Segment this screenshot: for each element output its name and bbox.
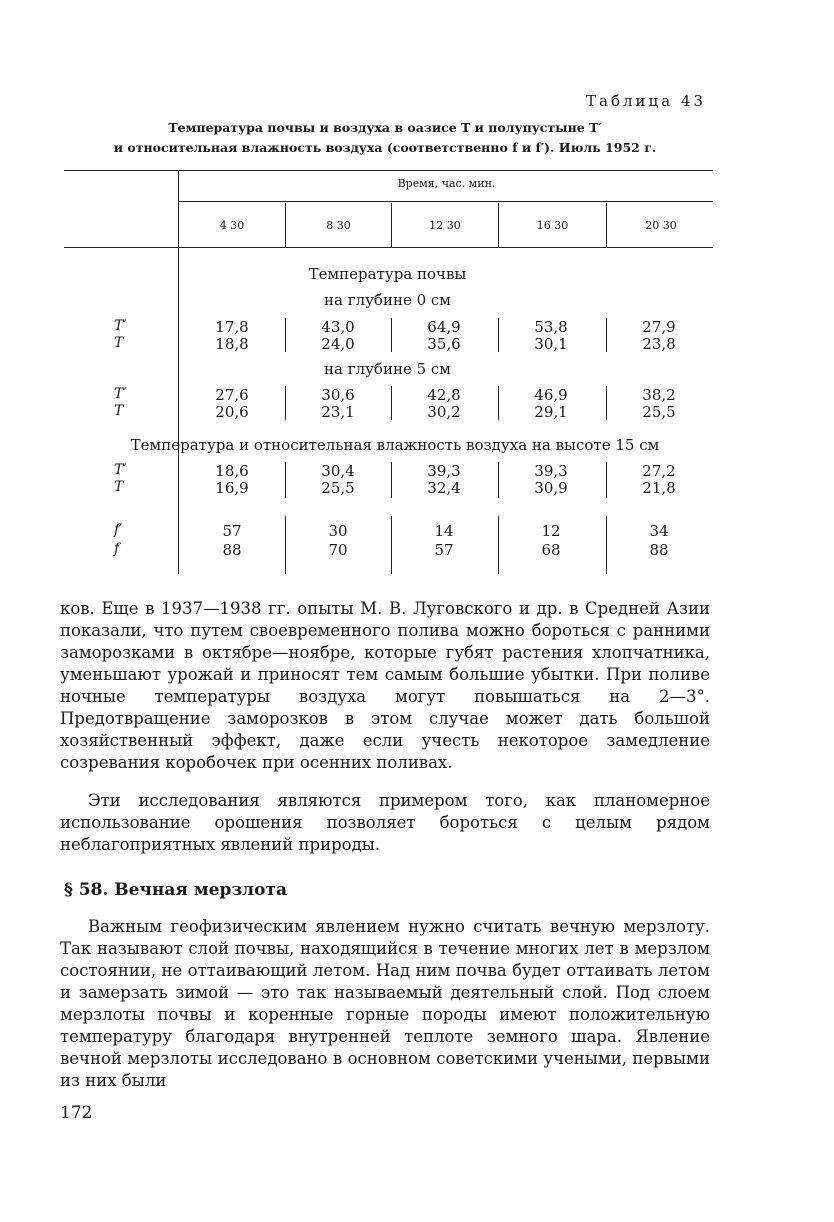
row-col-divider bbox=[391, 318, 392, 352]
table-cell: 35,6 bbox=[427, 335, 461, 353]
table-cell: 46,9 bbox=[534, 386, 568, 404]
table-cell: 68 bbox=[541, 541, 561, 559]
body-paragraph: Важным геофизическим явлением нужно считать вечную мерзлоту. Так называют слой почвы, находящийся в течение многих лет в мерзлом состоянии, не оттаивающий летом. Над ним почва будет оттаивать летом и замерзать зимой — это так называемый деятельный слой. Под слоем мерзлоты почвы и коренные горные породы имеют положительную температуру благодаря внутренней теплоте земного шара. Явление вечной мерзлоты исследовано в основном советскими учеными, первыми из них были bbox=[60, 917, 710, 1090]
table-cell: 12 bbox=[541, 522, 561, 540]
row-col-divider bbox=[285, 386, 286, 420]
header-time: 12 30 bbox=[429, 219, 461, 232]
row-label: T bbox=[114, 479, 124, 495]
table-cell: 30 bbox=[328, 522, 348, 540]
row-col-divider bbox=[606, 386, 607, 420]
table-cell: 24,0 bbox=[321, 335, 355, 353]
row-col-divider bbox=[391, 386, 392, 420]
table-cell: 30,2 bbox=[427, 403, 461, 421]
table-cell: 16,9 bbox=[215, 479, 249, 497]
table-cell: 14 bbox=[434, 522, 454, 540]
header-bottom-rule bbox=[64, 247, 713, 248]
table-cell: 30,6 bbox=[321, 386, 355, 404]
table-cell: 42,8 bbox=[427, 386, 461, 404]
table-cell: 27,6 bbox=[215, 386, 249, 404]
row-label: T bbox=[114, 403, 124, 419]
table-cell: 18,8 bbox=[215, 335, 249, 353]
header-time: 8 30 bbox=[326, 219, 351, 232]
table-cell: 23,1 bbox=[321, 403, 355, 421]
table-cell: 32,4 bbox=[427, 479, 461, 497]
table-cell: 39,3 bbox=[534, 462, 568, 480]
row-col-divider bbox=[391, 462, 392, 498]
table-cell: 25,5 bbox=[321, 479, 355, 497]
table-cell: 70 bbox=[328, 541, 348, 559]
row-col-divider bbox=[285, 318, 286, 352]
header-time: 4 30 bbox=[219, 219, 245, 232]
table-cell: 20,6 bbox=[215, 403, 249, 421]
row-label: f′ bbox=[114, 522, 123, 538]
table-cell: 27,9 bbox=[642, 318, 676, 336]
table-cell: 43,0 bbox=[321, 318, 355, 336]
row-col-divider bbox=[285, 516, 286, 574]
row-col-divider bbox=[498, 318, 499, 352]
header-time-group: Время, час. мин. bbox=[397, 177, 496, 190]
body-paragraph: Эти исследования являются примером того, как планомерное использование орошения позволяет бороться с целым рядом неблагоприятных явлений природы. bbox=[60, 791, 710, 854]
body-paragraph: ков. Еще в 1937—1938 гг. опыты М. В. Луговского и др. в Средней Азии показали, что путем своевременного полива можно бороться с ранними заморозками в октябре—ноябре, которые губят растения хлопчатника, уменьшают урожай и приносят тем самым большие убытки. При поливе ночные температуры воздуха могут повышаться на 2—3°. Предотвращение заморозков в этом случае может дать большой хозяйственный эффект, даже если учесть некоторое замедление созревания коробочек при осенних поливах. bbox=[60, 599, 710, 772]
table-cell: 39,3 bbox=[427, 462, 461, 480]
row-col-divider bbox=[391, 516, 392, 574]
row-label: T bbox=[114, 335, 124, 351]
table-cell: 30,1 bbox=[534, 335, 568, 353]
row-col-divider bbox=[606, 462, 607, 498]
table-caption-line2: и относительная влажность воздуха (соответственно f и f′). Июль 1952 г. bbox=[113, 140, 657, 155]
table-number: Таблица 43 bbox=[586, 92, 706, 110]
row-col-divider bbox=[606, 516, 607, 574]
row-col-divider bbox=[285, 462, 286, 498]
row-label: f bbox=[114, 541, 120, 557]
table-cell: 64,9 bbox=[427, 318, 461, 336]
table-cell: 27,2 bbox=[642, 462, 676, 480]
table-cell: 25,5 bbox=[642, 403, 676, 421]
row-label: T′ bbox=[114, 462, 127, 478]
section-depth-0: на глубине 0 см bbox=[324, 291, 451, 309]
table-cell: 18,6 bbox=[215, 462, 249, 480]
table-caption-line1: Температура почвы и воздуха в оазисе T и полупустыне T′ bbox=[168, 120, 602, 135]
page-number: 172 bbox=[60, 1103, 93, 1123]
table-cell: 29,1 bbox=[534, 403, 568, 421]
header-col-divider bbox=[391, 203, 392, 247]
table-cell: 30,9 bbox=[534, 479, 568, 497]
section-depth-5: на глубине 5 см bbox=[324, 360, 451, 378]
header-time: 20 30 bbox=[645, 219, 677, 232]
header-col-divider bbox=[285, 203, 286, 247]
table-cell: 38,2 bbox=[642, 386, 676, 404]
row-col-divider bbox=[606, 318, 607, 352]
table-cell: 57 bbox=[434, 541, 454, 559]
table-cell: 30,4 bbox=[321, 462, 355, 480]
header-col-divider bbox=[606, 203, 607, 247]
header-time: 16 30 bbox=[536, 219, 569, 232]
table-cell: 23,8 bbox=[642, 335, 676, 353]
row-col-divider bbox=[498, 462, 499, 498]
header-group-rule bbox=[178, 201, 713, 202]
section-soil-temperature: Температура почвы bbox=[308, 265, 467, 283]
section-air: Температура и относительная влажность воздуха на высоте 15 см bbox=[130, 436, 660, 454]
table-cell: 88 bbox=[649, 541, 669, 559]
header-col-divider bbox=[498, 203, 499, 247]
section-heading: § 58. Вечная мерзлота bbox=[64, 880, 288, 900]
table-cell: 57 bbox=[222, 522, 242, 540]
table-cell: 53,8 bbox=[534, 318, 568, 336]
table-cell: 34 bbox=[649, 522, 669, 540]
row-label: T′ bbox=[114, 318, 127, 334]
row-label: T′ bbox=[114, 386, 127, 402]
table-cell: 21,8 bbox=[642, 479, 676, 497]
table-top-rule bbox=[64, 170, 713, 171]
row-col-divider bbox=[498, 386, 499, 420]
table-cell: 88 bbox=[222, 541, 242, 559]
table-left-divider bbox=[178, 170, 179, 574]
row-col-divider bbox=[498, 516, 499, 574]
table-cell: 17,8 bbox=[215, 318, 249, 336]
